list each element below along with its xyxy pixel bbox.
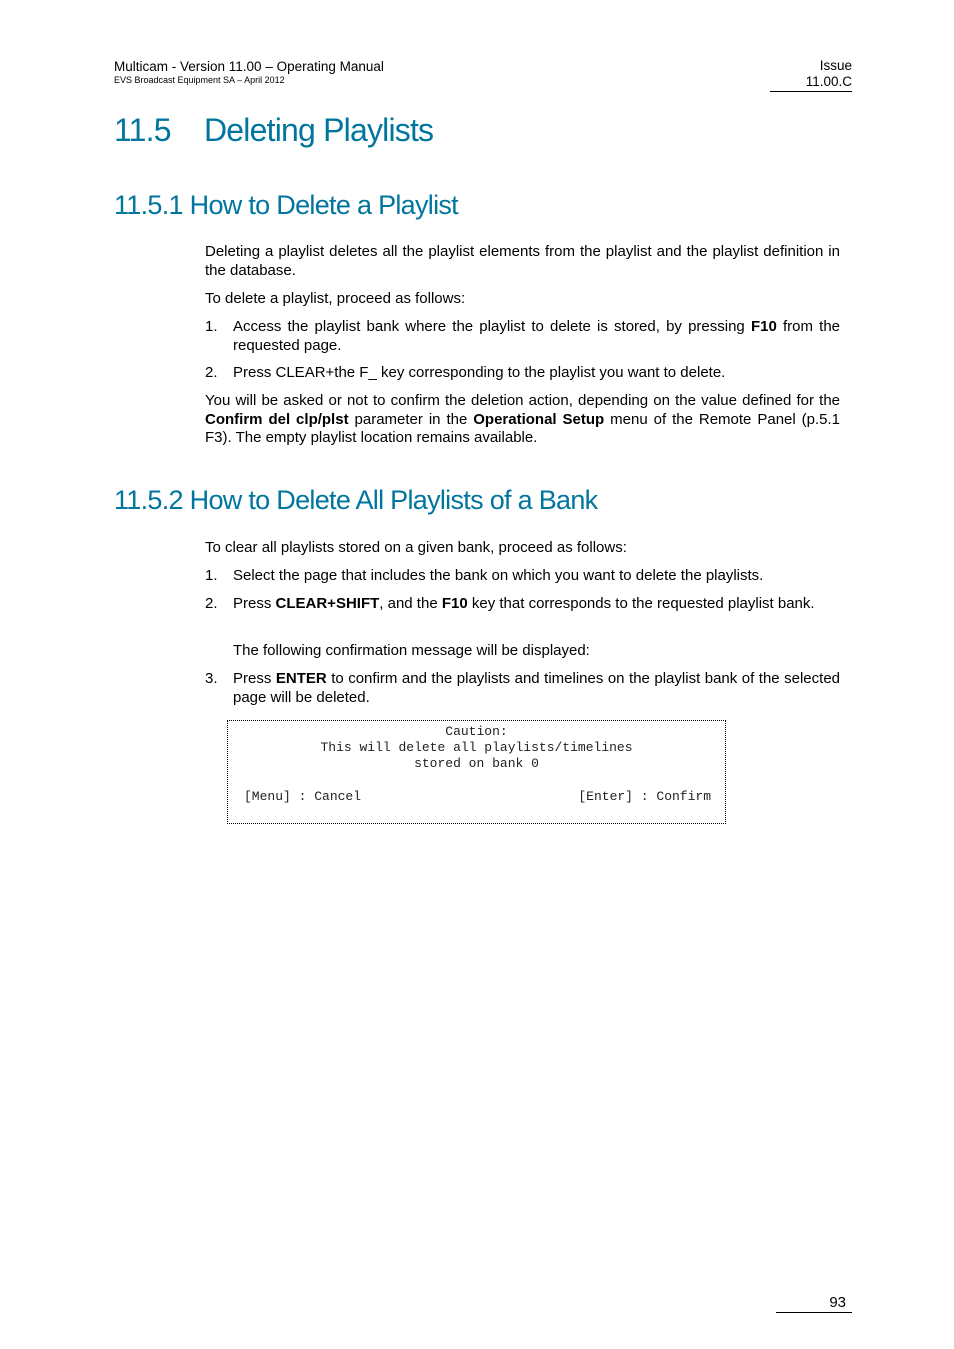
issue-block (770, 58, 852, 92)
list-item (205, 364, 840, 383)
text-run: Press (233, 595, 276, 612)
list-number: 1. (205, 567, 218, 584)
text-run: parameter in the (348, 410, 474, 428)
list-number: 3. (205, 670, 218, 687)
issue-label: Issue (819, 58, 852, 73)
paragraph (205, 392, 840, 448)
confirmation-message-box (227, 720, 726, 824)
list-item (205, 318, 840, 355)
step-text: from the requested page. (233, 318, 841, 354)
text-run: menu of the Remote Panel (p.5.1 F3). The empty playlist location remains available. (205, 410, 841, 446)
section-heading (114, 112, 433, 149)
page-number: 93 (776, 1294, 852, 1313)
cancel-option: [Menu] : Cancel (244, 789, 362, 804)
list-item (205, 567, 840, 586)
text-run: , and the (379, 595, 442, 612)
confirm-option: [Enter] : Confirm (578, 789, 711, 804)
text-run: key that corresponds to the requested playlist bank. (467, 595, 815, 612)
step-note: The following confirmation message will be displayed: (233, 642, 590, 659)
text-run: You will be asked or not to confirm the deletion action, depending on the value defined for the (205, 392, 840, 409)
running-header (114, 58, 384, 86)
paragraph: To delete a playlist, proceed as follows: (205, 290, 466, 307)
key-name: ENTER (275, 670, 327, 687)
key-name: CLEAR+SHIFT (275, 595, 380, 612)
section-number: 11.5 (114, 112, 171, 148)
paragraph: To clear all playlists stored on a given bank, proceed as follows: (205, 539, 627, 556)
publisher-line: EVS Broadcast Equipment SA – April 2012 (114, 75, 285, 85)
text-run: Press (233, 670, 276, 687)
caution-line: Caution: (445, 724, 508, 739)
list-number: 2. (205, 595, 218, 612)
menu-name: Operational Setup (473, 410, 605, 428)
list-number: 1. (205, 318, 218, 335)
subsection-heading-1: 11.5.1 How to Delete a Playlist (114, 190, 458, 220)
subsection-heading-2: 11.5.2 How to Delete All Playlists of a Bank (114, 485, 598, 515)
step-text: Select the page that includes the bank on which you want to delete the playlists. (233, 567, 764, 584)
list-item (205, 670, 840, 707)
message-line: stored on bank 0 (414, 756, 539, 771)
paragraph: Deleting a playlist deletes all the playlist elements from the playlist and the playlist definition in the database. (205, 243, 840, 279)
key-name: F10 (441, 595, 468, 612)
parameter-name: Confirm del clp/plst (205, 410, 349, 428)
list-item (205, 595, 840, 614)
key-name: F10 (750, 318, 777, 335)
manual-title: Multicam - Version 11.00 – Operating Manual (114, 59, 384, 74)
list-number: 2. (205, 364, 218, 381)
step-text: Access the playlist bank where the playlist to delete is stored, by pressing (233, 318, 751, 335)
issue-number: 11.00.C (805, 74, 852, 89)
text-run: to confirm and the playlists and timelines on the playlist bank of the selected page will be deleted. (233, 670, 841, 706)
message-line: This will delete all playlists/timelines (320, 740, 633, 755)
section-title: Deleting Playlists (204, 112, 434, 148)
step-text: Press CLEAR+the F_ key corresponding to the playlist you want to delete. (233, 364, 726, 381)
